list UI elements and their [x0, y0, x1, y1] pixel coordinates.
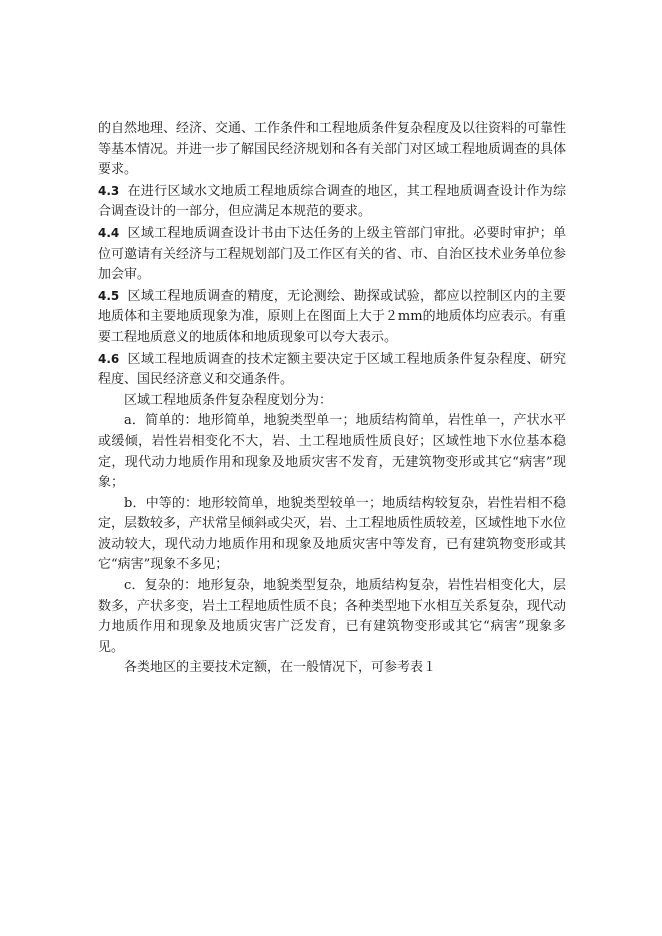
paragraph-text: 在进行区域水文地质工程地质综合调查的地区，其工程地质调查设计作为综合调查设计的一部分，但应满足本规范的要求。	[98, 183, 566, 220]
paragraph-text: b．中等的：地形较简单，地貌类型较单一；地质结构较复杂，岩性岩相不稳定，层数较多，产状常呈倾斜或尖灭，岩、土工程地质性质较差，区域性地下水位波动较大，现代动力地质作用和现象及地质灾害中等发育，已有建筑物变形或其它“病害”现象不多见；	[98, 495, 567, 573]
paragraph-4-6	[98, 349, 566, 391]
paragraph-4-5	[98, 286, 566, 349]
paragraph-text: 区域工程地质条件复杂程度划分为：	[124, 392, 333, 408]
list-item-medium	[98, 494, 566, 576]
paragraph-text: a．简单的：地形简单，地貌类型单一；地质结构简单，岩性单一，产状水平或缓倾，岩性岩相变化不大，岩、土工程地质性质良好；区域性地下水位基本稳定，现代动力地质作用和现象及地质灾害不发育，无建筑物变形或其它“病害”现象；	[98, 413, 566, 491]
paragraph-text: c．复杂的：地形复杂，地貌类型复杂，地质结构复杂，岩性岩相变化大，层数多，产状多变，岩土工程地质性质不良；各种类型地下水相互关系复杂，现代动力地质作用和现象及地质灾害广泛发育，已有建筑物变形或其它“病害”现象多见。	[98, 578, 567, 655]
paragraph-complexity-intro	[98, 391, 566, 412]
paragraph-4-3	[98, 181, 566, 223]
paragraph-continuation	[98, 119, 566, 181]
paragraph-text: 的自然地理、经济、交通、工作条件和工程地质条件复杂程度及以往资料的可靠性等基本情况。并进一步了解国民经济规划和各有关部门对区域工程地质调查的具体要求。	[98, 121, 567, 178]
paragraph-text: 区域工程地质调查设计书由下达任务的上级主管部门审批。必要时审护；单位可邀请有关经济与工程规划部门及工作区有关的省、市、自治区技术业务单位参加会审。	[98, 225, 567, 283]
list-item-complex	[98, 576, 566, 658]
section-number: 4.5	[98, 288, 120, 303]
document-body	[98, 119, 566, 679]
section-number: 4.3	[98, 183, 120, 198]
paragraph-text: 各类地区的主要技术定额，在一般情况下，可参考表１	[124, 660, 437, 676]
section-number: 4.6	[98, 351, 120, 366]
section-number: 4.4	[98, 225, 120, 240]
paragraph-text: 区域工程地质调查的精度，无论测绘、勘探或试验，都应以控制区内的主要地质体和主要地质现象为准，原则上在图面上大于２mm的地质体均应表示。有重要工程地质意义的地质体和地质现象可以夸大表示。	[98, 288, 566, 345]
paragraph-text: 区域工程地质调查的技术定额主要决定于区域工程地质条件复杂程度、研究程度、国民经济意义和交通条件。	[98, 351, 566, 388]
list-item-simple	[98, 411, 566, 493]
paragraph-4-4	[98, 223, 566, 286]
paragraph-reference-table	[98, 658, 566, 679]
